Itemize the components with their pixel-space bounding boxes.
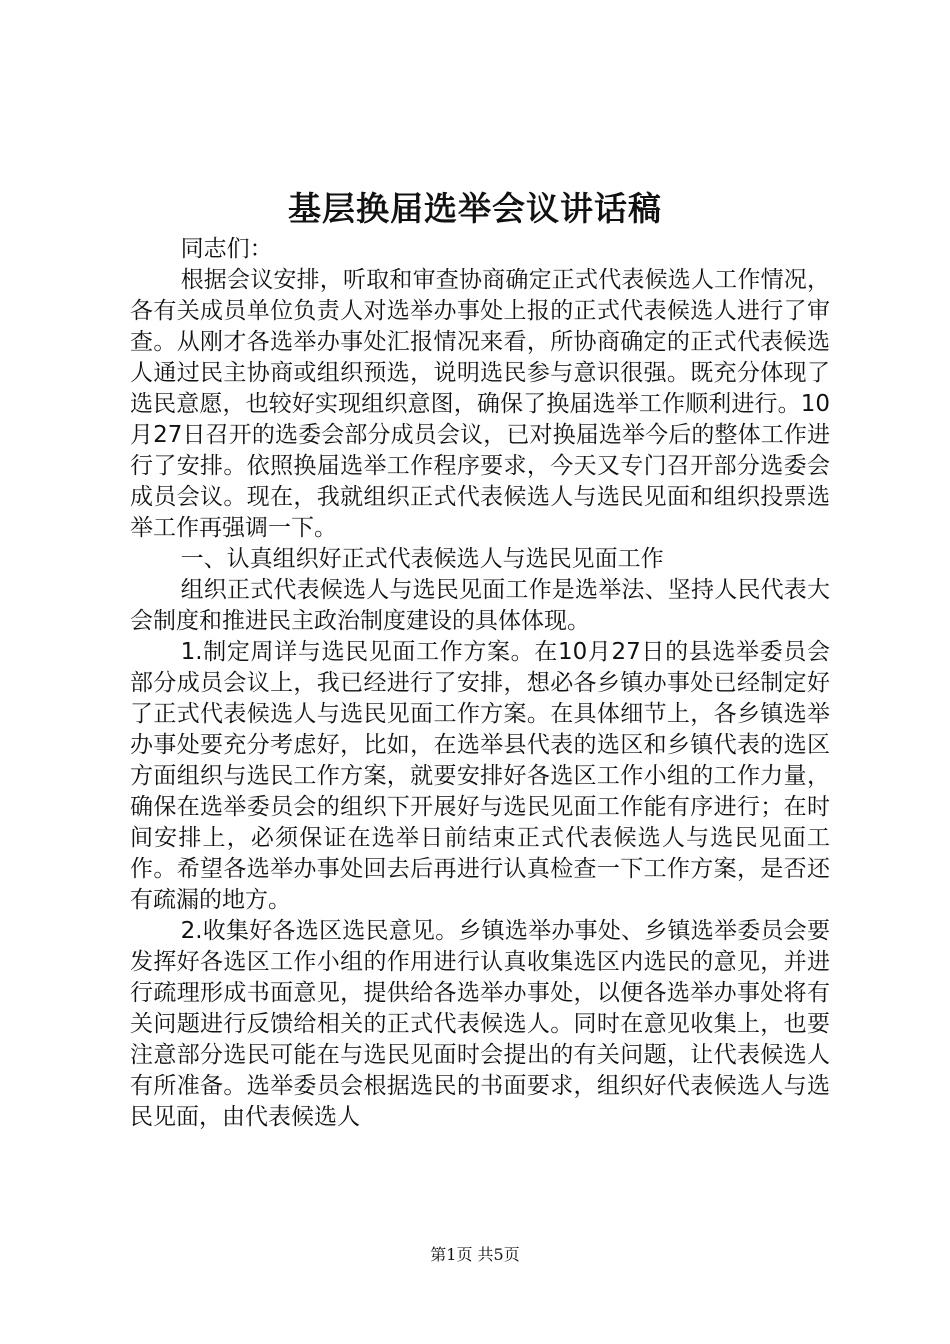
body-paragraph: 组织正式代表候选人与选民见面工作是选举法、坚持人民代表大会制度和推进民主政治制度建设的具体体现。 (130, 577, 830, 634)
body-paragraph: 2.收集好各选区选民意见。乡镇选举办事处、乡镇选举委员会要发挥好各选区工作小组的作用进行认真收集选区内选民的意见，并进行疏理形成书面意见，提供给各选举办事处，以便各选举办事处将有关问题进行反馈给相关的正式代表候选人。同时在意见收集上，也要注意部分选民可能在与选民见面时会提出的有关问题，让代表候选人有所准备。选举委员会根据选民的书面要求，组织好代表候选人与选民见面，由代表候选人 (130, 918, 830, 1130)
section-heading: 一、认真组织好正式代表候选人与选民见面工作 (180, 546, 664, 572)
body-paragraph: 1.制定周详与选民见面工作方案。在10月27日的县选举委员会部分成员会议上，我已经进行了安排，想必各乡镇办事处已经制定好了正式代表候选人与选民见面工作方案。在具体细节上，各乡镇选举办事处要充分考虑好，比如，在选举县代表的选区和乡镇代表的选区方面组织与选民工作方案，就要安排好各选区工作小组的工作力量，确保在选举委员会的组织下开展好与选民见面工作能有序进行；在时间安排上，必须保证在选举日前结束正式代表候选人与选民见面工作。希望各选举办事处回去后再进行认真检查一下工作方案，是否还有疏漏的地方。 (130, 639, 830, 913)
salutation-paragraph: 同志们： (180, 236, 273, 262)
page-footer: 第1页 共5页 (430, 1245, 520, 1264)
body-paragraph: 根据会议安排，听取和审查协商确定正式代表候选人工作情况，各有关成员单位负责人对选举办事处上报的正式代表候选人进行了审查。从刚才各选举办事处汇报情况来看，所协商确定的正式代表候选人通过民主协商或组织预选，说明选民参与意识很强。既充分体现了选民意愿，也较好实现组织意图，确保了换届选举工作顺利进行。10月27日召开的选委会部分成员会议，已对换届选举今后的整体工作进行了安排。依照换届选举工作程序要求，今天又专门召开部分选委会成员会议。现在，我就组织正式代表候选人与选民见面和组织投票选举工作再强调一下。 (130, 267, 830, 541)
document-title: 基层换届选举会议讲话稿 (288, 189, 662, 228)
document-body (130, 234, 830, 1133)
